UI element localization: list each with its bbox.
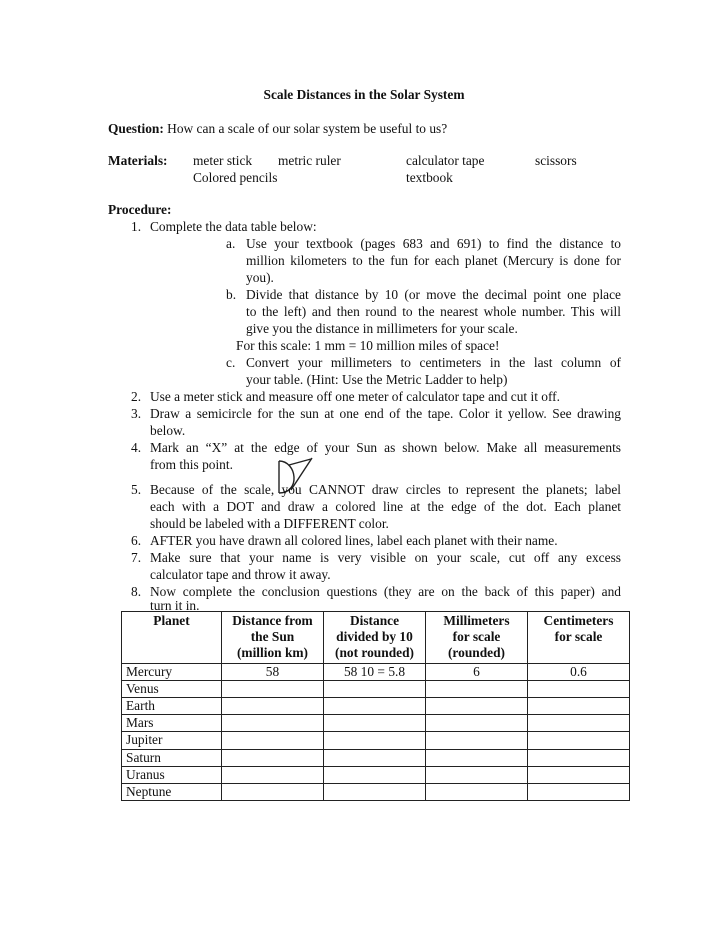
divided-cell[interactable] xyxy=(324,749,426,766)
header-distance xyxy=(222,612,324,664)
header-planet xyxy=(122,612,222,664)
planet-cell: Mercury xyxy=(122,663,222,680)
centimeters-cell[interactable] xyxy=(528,680,630,697)
material-item: meter stick xyxy=(193,153,253,168)
planet-cell: Mars xyxy=(122,715,222,732)
millimeters-cell[interactable] xyxy=(426,766,528,783)
step-number: 2. xyxy=(131,389,142,404)
planet-cell: Saturn xyxy=(122,749,222,766)
header-line: Planet xyxy=(153,613,190,628)
table-row xyxy=(122,732,630,749)
distance-cell[interactable] xyxy=(222,749,324,766)
centimeters-cell[interactable] xyxy=(528,698,630,715)
planet-cell: Venus xyxy=(122,680,222,697)
material-item: metric ruler xyxy=(278,153,341,168)
header-line: Distance from xyxy=(232,613,313,628)
materials-label: Materials: xyxy=(108,153,168,168)
millimeters-cell[interactable] xyxy=(426,732,528,749)
centimeters-cell[interactable] xyxy=(528,766,630,783)
material-item: Colored pencils xyxy=(193,170,278,185)
step-number: 1. xyxy=(131,219,142,234)
millimeters-cell: 6 xyxy=(426,663,528,680)
step-text: turn it in. xyxy=(150,598,200,613)
millimeters-cell[interactable] xyxy=(426,680,528,697)
divided-cell[interactable] xyxy=(324,680,426,697)
table-row xyxy=(122,715,630,732)
table-row xyxy=(122,766,630,783)
substep-text: million kilometers to the fun for each planet (Mercury is done for xyxy=(246,253,621,268)
distance-cell[interactable] xyxy=(222,698,324,715)
header-line: Centimeters xyxy=(543,613,614,628)
distance-cell[interactable] xyxy=(222,680,324,697)
header-line: (rounded) xyxy=(447,645,506,661)
substep-text: Use your textbook (pages 683 and 691) to find the distance to xyxy=(246,236,621,251)
step-text: should be labeled with a DIFFERENT color. xyxy=(150,516,389,531)
step-text: Make sure that your name is very visible on your scale, cut off any excess xyxy=(150,550,621,565)
planet-data-table xyxy=(121,611,630,801)
divided-cell[interactable] xyxy=(324,766,426,783)
distance-cell[interactable] xyxy=(222,784,324,801)
planet-cell: Jupiter xyxy=(122,732,222,749)
substep-marker: b. xyxy=(226,287,237,302)
step-text: Because of the scale, you CANNOT draw circles to represent the planets; label xyxy=(150,482,621,497)
substep-text: you). xyxy=(246,270,274,285)
step-text: AFTER you have drawn all colored lines, label each planet with their name. xyxy=(150,533,558,548)
divided-cell[interactable] xyxy=(324,732,426,749)
distance-cell[interactable] xyxy=(222,766,324,783)
header-line: (million km) xyxy=(236,645,309,661)
table-row xyxy=(122,698,630,715)
centimeters-cell[interactable] xyxy=(528,715,630,732)
centimeters-cell: 0.6 xyxy=(528,663,630,680)
header-line: for scale xyxy=(452,629,501,645)
centimeters-cell[interactable] xyxy=(528,784,630,801)
substep-text: to the left) and then round to the nearest whole number. This will xyxy=(246,304,621,319)
material-item: textbook xyxy=(406,170,453,185)
substep-text: Divide that distance by 10 (or move the decimal point one place xyxy=(246,287,621,302)
header-divided xyxy=(324,612,426,664)
step-text: calculator tape and throw it away. xyxy=(150,567,331,582)
table-row xyxy=(122,663,630,680)
divided-cell[interactable] xyxy=(324,784,426,801)
step-text: Use a meter stick and measure off one meter of calculator tape and cut it off. xyxy=(150,389,560,404)
substep-marker: c. xyxy=(226,355,236,370)
header-line: Millimeters xyxy=(443,613,510,628)
step-text: from this point. xyxy=(150,457,233,472)
header-line: (not rounded) xyxy=(335,645,414,661)
divided-cell: 58 10 = 5.8 xyxy=(324,663,426,680)
question-line xyxy=(108,120,447,137)
question-text: How can a scale of our solar system be useful to us? xyxy=(167,121,448,136)
table-header-row xyxy=(122,612,630,664)
distance-cell[interactable] xyxy=(222,732,324,749)
step-number: 6. xyxy=(131,533,142,548)
step-number: 8. xyxy=(131,584,142,599)
table-row xyxy=(122,784,630,801)
millimeters-cell[interactable] xyxy=(426,749,528,766)
step-text: Complete the data table below: xyxy=(150,219,317,234)
distance-cell: 58 xyxy=(222,663,324,680)
header-line: the Sun xyxy=(250,629,295,645)
material-item: scissors xyxy=(535,153,577,168)
page-title: Scale Distances in the Solar System xyxy=(263,87,465,102)
step-number: 4. xyxy=(131,440,142,455)
millimeters-cell[interactable] xyxy=(426,698,528,715)
header-line: divided by 10 xyxy=(336,629,413,645)
planet-cell: Neptune xyxy=(122,784,222,801)
step-text: Draw a semicircle for the sun at one end of the tape. Color it yellow. See drawing xyxy=(150,406,621,421)
distance-cell[interactable] xyxy=(222,715,324,732)
procedure-label: Procedure: xyxy=(108,202,172,217)
header-line: for scale xyxy=(554,629,603,645)
step-text: Mark an “X” at the edge of your Sun as shown below. Make all measurements xyxy=(150,440,621,455)
table-row xyxy=(122,749,630,766)
substep-marker: a. xyxy=(226,236,236,251)
planet-cell: Uranus xyxy=(122,766,222,783)
question-label: Question: xyxy=(108,121,164,136)
step-number: 5. xyxy=(131,482,142,497)
step-number: 7. xyxy=(131,550,142,565)
substep-text: your table. (Hint: Use the Metric Ladder to help) xyxy=(246,372,508,387)
scale-note: For this scale: 1 mm = 10 million miles of space! xyxy=(236,338,500,353)
header-line: Distance xyxy=(349,613,400,628)
step-text: below. xyxy=(150,423,186,438)
millimeters-cell[interactable] xyxy=(426,784,528,801)
substep-text: Convert your millimeters to centimeters in the last column of xyxy=(246,355,621,370)
divided-cell[interactable] xyxy=(324,698,426,715)
substep-text: give you the distance in millimeters for your scale. xyxy=(246,321,518,336)
planet-cell: Earth xyxy=(122,698,222,715)
centimeters-cell[interactable] xyxy=(528,732,630,749)
step-text: each with a DOT and draw a colored line at the edge of the dot. Each planet xyxy=(150,499,621,514)
divided-cell[interactable] xyxy=(324,715,426,732)
header-millimeters xyxy=(426,612,528,664)
header-centimeters xyxy=(528,612,630,664)
material-item: calculator tape xyxy=(406,153,485,168)
table-row xyxy=(122,680,630,697)
step-number: 3. xyxy=(131,406,142,421)
millimeters-cell[interactable] xyxy=(426,715,528,732)
centimeters-cell[interactable] xyxy=(528,749,630,766)
step-text: Now complete the conclusion questions (they are on the back of this paper) and xyxy=(150,584,621,599)
